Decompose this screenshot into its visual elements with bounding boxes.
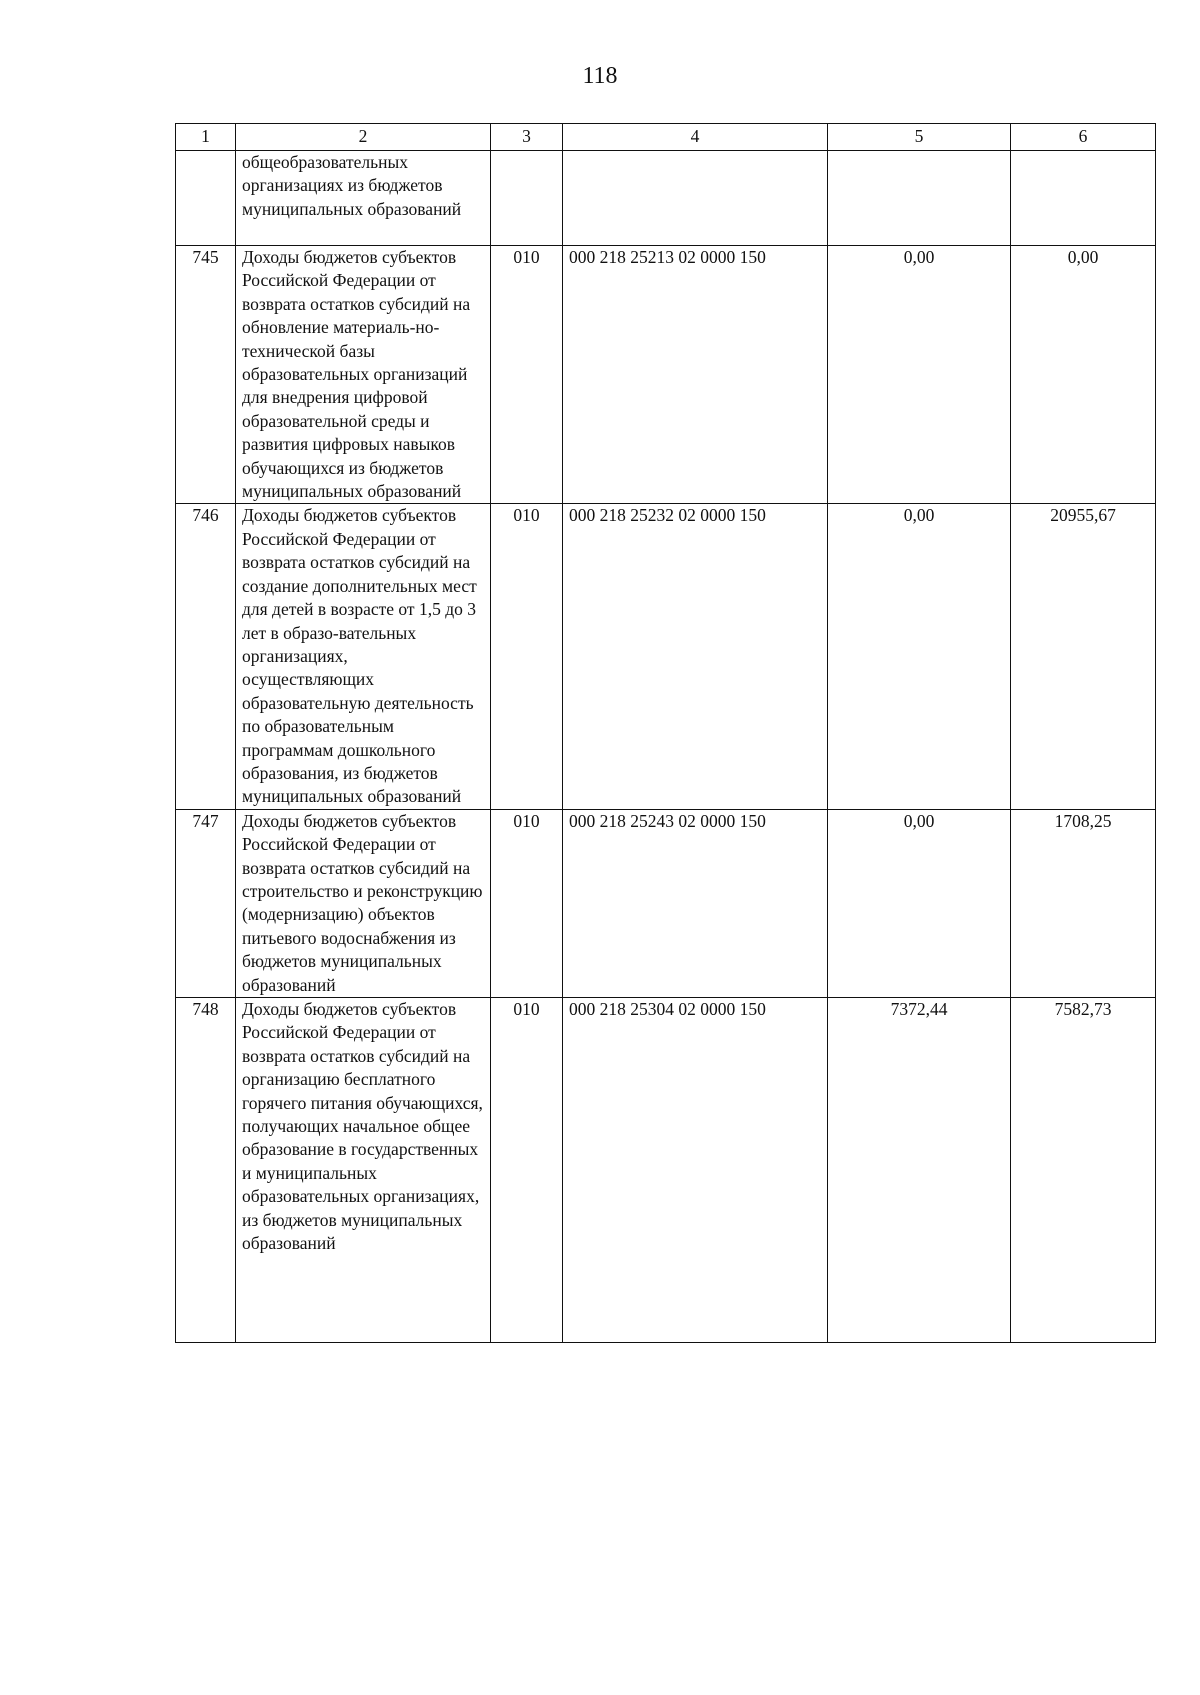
budget-table [175,123,1156,1343]
row-number: 746 [176,504,236,809]
row-description: Доходы бюджетов субъектов Российской Федерации от возврата остатков субсидий на строительство и реконструкцию (модернизацию) объектов питьевого водоснабжения из бюджетов муниципальных образований [236,809,491,997]
header-col-1: 1 [176,124,236,151]
row-number [176,151,236,246]
row-code: 010 [491,809,563,997]
row-col5: 7372,44 [828,998,1011,1343]
row-description: общеобразовательных организациях из бюджетов муниципальных образований [236,151,491,246]
row-kbk: 000 218 25213 02 0000 150 [563,246,828,504]
row-code [491,151,563,246]
row-col6: 1708,25 [1011,809,1156,997]
header-col-2: 2 [236,124,491,151]
table-row [176,998,1156,1343]
row-col5: 0,00 [828,246,1011,504]
row-code: 010 [491,998,563,1343]
row-code: 010 [491,246,563,504]
table-row [176,246,1156,504]
row-code: 010 [491,504,563,809]
row-number: 747 [176,809,236,997]
header-row [176,124,1156,151]
table-row [176,809,1156,997]
row-description: Доходы бюджетов субъектов Российской Федерации от возврата остатков субсидий на создание дополнительных мест для детей в возрасте от 1,5 до 3 лет в образо-вательных организациях, осуществляющих образовательную деятельность по образовательным программам дошкольного образования, из бюджетов муниципальных образований [236,504,491,809]
row-kbk [563,151,828,246]
row-number: 748 [176,998,236,1343]
header-col-5: 5 [828,124,1011,151]
row-kbk: 000 218 25232 02 0000 150 [563,504,828,809]
row-kbk: 000 218 25243 02 0000 150 [563,809,828,997]
header-col-3: 3 [491,124,563,151]
table-body [176,151,1156,1343]
row-kbk: 000 218 25304 02 0000 150 [563,998,828,1343]
row-col6: 20955,67 [1011,504,1156,809]
header-col-4: 4 [563,124,828,151]
row-number: 745 [176,246,236,504]
header-col-6: 6 [1011,124,1156,151]
continuation-row [176,151,1156,246]
row-col6: 0,00 [1011,246,1156,504]
row-col5 [828,151,1011,246]
row-description: Доходы бюджетов субъектов Российской Федерации от возврата остатков субсидий на организацию бесплатного горячего питания обучающихся, получающих начальное общее образование в государственных и муниципальных образовательных организациях, из бюджетов муниципальных образований [236,998,491,1343]
page-number: 118 [582,63,618,89]
row-description: Доходы бюджетов субъектов Российской Федерации от возврата остатков субсидий на обновление материаль-но-технической базы образовательных организаций для внедрения цифровой образовательной среды и развития цифровых навыков обучающихся из бюджетов муниципальных образований [236,246,491,504]
row-col5: 0,00 [828,809,1011,997]
row-col5: 0,00 [828,504,1011,809]
row-col6: 7582,73 [1011,998,1156,1343]
table-row [176,504,1156,809]
table-header [176,124,1156,151]
row-col6 [1011,151,1156,246]
